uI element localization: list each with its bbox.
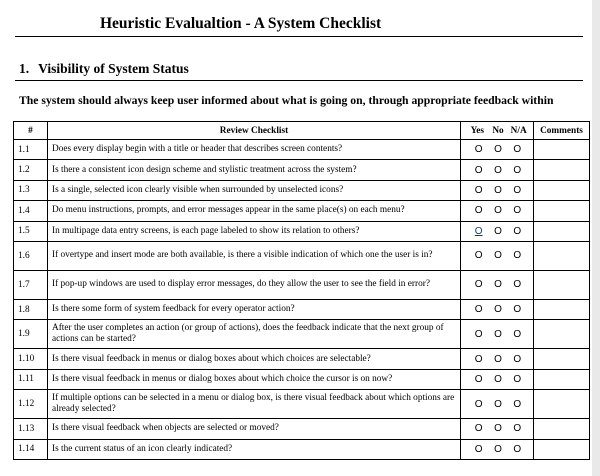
row-comment-cell[interactable] [534, 221, 590, 241]
row-comment-cell[interactable] [534, 201, 590, 221]
option-yes-radio[interactable]: O [474, 373, 483, 385]
row-question: If multiple options can be selected in a menu or dialog box, is there visual feedback about which options are already selected? [48, 390, 461, 419]
row-options [461, 221, 534, 241]
option-no-radio[interactable]: O [494, 144, 502, 156]
row-number: 1.12 [14, 390, 48, 419]
row-number: 1.9 [14, 320, 48, 349]
row-options [461, 201, 534, 221]
row-options [461, 320, 534, 349]
option-no-radio[interactable]: O [494, 304, 502, 316]
row-comment-cell[interactable] [534, 439, 590, 459]
row-comment-cell[interactable] [534, 160, 590, 180]
row-comment-cell[interactable] [534, 299, 590, 319]
row-options [461, 369, 534, 389]
table-row [14, 201, 590, 221]
option-yes-radio[interactable]: O [474, 353, 483, 365]
option-no-radio[interactable]: O [494, 279, 502, 291]
row-comment-cell[interactable] [534, 349, 590, 369]
row-question: If pop-up windows are used to display error messages, do they allow the user to see the field in error? [48, 270, 461, 299]
header-no: No [492, 125, 504, 136]
table-row [14, 221, 590, 241]
row-question: Is a single, selected icon clearly visible when surrounded by unselected icons? [48, 180, 461, 200]
option-no-radio[interactable]: O [494, 225, 502, 237]
option-no-radio[interactable]: O [494, 373, 502, 385]
option-yes-radio[interactable]: O [474, 250, 483, 262]
header-review-checklist: Review Checklist [48, 122, 461, 140]
option-na-radio[interactable]: O [513, 373, 522, 385]
table-row [14, 140, 590, 160]
option-na-radio[interactable]: O [513, 279, 522, 291]
table-row [14, 299, 590, 319]
row-options [461, 241, 534, 270]
option-yes-radio[interactable]: O [474, 144, 483, 156]
table-row [14, 390, 590, 419]
header-comments: Comments [534, 122, 590, 140]
row-question: Does every display begin with a title or header that describes screen contents? [48, 140, 461, 160]
row-question: In multipage data entry screens, is each page labeled to show its relation to others? [48, 221, 461, 241]
option-na-radio[interactable]: O [513, 423, 522, 435]
row-comment-cell[interactable] [534, 320, 590, 349]
option-no-radio[interactable]: O [494, 328, 502, 340]
table-row [14, 180, 590, 200]
option-na-radio[interactable]: O [513, 328, 522, 340]
row-comment-cell[interactable] [534, 241, 590, 270]
row-options [461, 160, 534, 180]
option-yes-radio[interactable]: O [474, 164, 483, 176]
row-options [461, 140, 534, 160]
row-comment-cell[interactable] [534, 419, 590, 439]
row-question: Do menu instructions, prompts, and error messages appear in the same place(s) on each menu? [48, 201, 461, 221]
option-no-radio[interactable]: O [494, 423, 502, 435]
table-row [14, 349, 590, 369]
row-question: If overtype and insert mode are both available, is there a visible indication of which one the user is in? [48, 241, 461, 270]
row-number: 1.10 [14, 349, 48, 369]
option-no-radio[interactable]: O [494, 250, 502, 262]
header-options [461, 122, 534, 140]
table-row [14, 270, 590, 299]
header-na: N/A [510, 125, 527, 136]
option-na-radio[interactable]: O [513, 225, 522, 237]
row-question: After the user completes an action (or group of actions), does the feedback indicate that the next group of actions can be started? [48, 320, 461, 349]
option-na-radio[interactable]: O [513, 205, 522, 217]
option-no-radio[interactable]: O [494, 184, 502, 196]
viewer-margin [592, 0, 600, 476]
section-number: 1. [19, 61, 30, 76]
table-row [14, 369, 590, 389]
option-na-radio[interactable]: O [513, 443, 522, 455]
title-rule [15, 36, 583, 37]
table-row [14, 160, 590, 180]
option-yes-radio[interactable]: O [474, 225, 483, 237]
header-number: # [14, 122, 48, 140]
option-na-radio[interactable]: O [513, 250, 522, 262]
option-yes-radio[interactable]: O [474, 423, 483, 435]
option-yes-radio[interactable]: O [474, 184, 483, 196]
row-number: 1.2 [14, 160, 48, 180]
table-row [14, 439, 590, 459]
row-question: Is there some form of system feedback for every operator action? [48, 299, 461, 319]
option-yes-radio[interactable]: O [474, 328, 483, 340]
row-options [461, 349, 534, 369]
row-number: 1.14 [14, 439, 48, 459]
row-comment-cell[interactable] [534, 180, 590, 200]
option-yes-radio[interactable]: O [474, 205, 483, 217]
row-number: 1.4 [14, 201, 48, 221]
row-options [461, 419, 534, 439]
row-number: 1.8 [14, 299, 48, 319]
row-options [461, 439, 534, 459]
option-yes-radio[interactable]: O [474, 304, 483, 316]
checklist-table [13, 121, 590, 460]
row-comment-cell[interactable] [534, 390, 590, 419]
row-number: 1.5 [14, 221, 48, 241]
row-options [461, 270, 534, 299]
row-question: Is there a consistent icon design scheme and stylistic treatment across the system? [48, 160, 461, 180]
row-question: Is there visual feedback when objects are selected or moved? [48, 419, 461, 439]
table-header-row [14, 122, 590, 140]
row-question: Is there visual feedback in menus or dialog boxes about which choice the cursor is on now? [48, 369, 461, 389]
row-options [461, 390, 534, 419]
section-intro: The system should always keep user informed about what is going on, through appropriate feedback within [19, 94, 554, 107]
row-number: 1.3 [14, 180, 48, 200]
table-row [14, 241, 590, 270]
row-number: 1.11 [14, 369, 48, 389]
option-na-radio[interactable]: O [513, 353, 522, 365]
option-na-radio[interactable]: O [513, 184, 522, 196]
row-comment-cell[interactable] [534, 369, 590, 389]
row-question: Is the current status of an icon clearly indicated? [48, 439, 461, 459]
header-yes: Yes [470, 125, 485, 136]
table-row [14, 320, 590, 349]
row-comment-cell[interactable] [534, 270, 590, 299]
document-title: Heuristic Evalualtion - A System Checklist [100, 15, 382, 32]
row-options [461, 180, 534, 200]
option-yes-radio[interactable]: O [474, 398, 483, 410]
option-na-radio[interactable]: O [513, 144, 522, 156]
section-rule [15, 80, 583, 81]
row-number: 1.13 [14, 419, 48, 439]
option-no-radio[interactable]: O [494, 398, 502, 410]
row-options [461, 299, 534, 319]
section-title: Visibility of System Status [38, 61, 189, 76]
row-question: Is there visual feedback in menus or dialog boxes about which choices are selectable? [48, 349, 461, 369]
option-no-radio[interactable]: O [494, 205, 502, 217]
row-number: 1.6 [14, 241, 48, 270]
option-na-radio[interactable]: O [513, 304, 522, 316]
section-heading [19, 61, 189, 77]
option-yes-radio[interactable]: O [474, 279, 483, 291]
option-no-radio[interactable]: O [494, 353, 502, 365]
row-comment-cell[interactable] [534, 140, 590, 160]
row-number: 1.7 [14, 270, 48, 299]
option-na-radio[interactable]: O [513, 398, 522, 410]
option-no-radio[interactable]: O [494, 443, 502, 455]
option-no-radio[interactable]: O [494, 164, 502, 176]
option-na-radio[interactable]: O [513, 164, 522, 176]
option-yes-radio[interactable]: O [474, 443, 483, 455]
row-number: 1.1 [14, 140, 48, 160]
table-row [14, 419, 590, 439]
